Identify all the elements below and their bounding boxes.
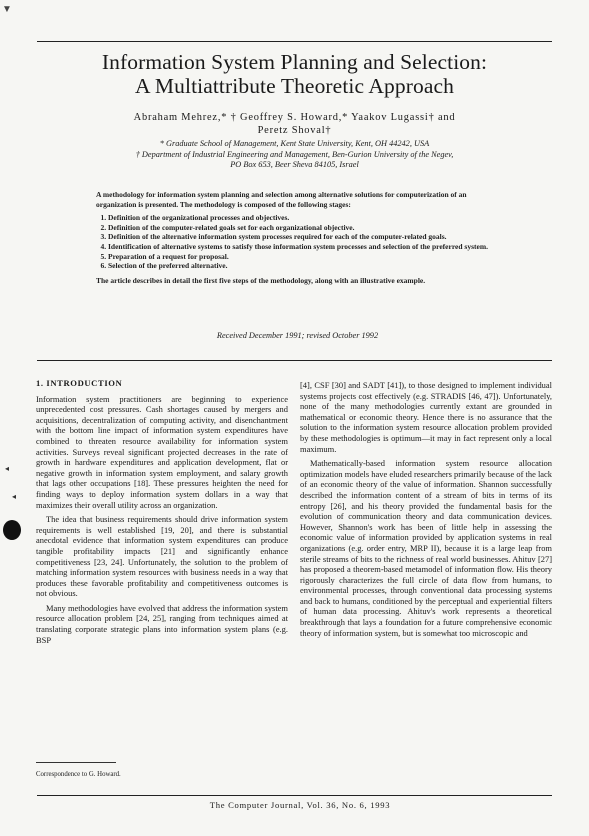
abstract <box>96 190 499 285</box>
abstract-stage-item: 1. Definition of the organizational processes and objectives. <box>108 213 499 223</box>
binder-hole-mark <box>3 520 21 540</box>
received-date: Received December 1991; revised October 1992 <box>216 331 379 340</box>
margin-tick-mark: ◂ <box>5 464 10 473</box>
body-paragraph: Mathematically-based information system resource allocation optimization models have eluded researchers primarily because of the lack of an economic theory of the value of information. Shannon successfully described the information content of a stream of bits in terms of its entropy [26], and his theory provided the fundamental basis for the evolution of communication theory and data communication devices. However, Shannon's work has been of little help in assessing the economic value of information provided by application systems in real organizations (e.g. order entry, MRP II), because it is a large leap from sterile streams of bits to the richness of real world businesses. Ahituv [27] has proposed a theorem-based metamodel of information flow. His theory rigorously characterizes the full circle of data flow from humans, to environmental processes, through conventional data processing systems and back to humans, conditioned by the perceptual and experiential filters of human data processing. Ahituv's work represents a theoretical breakthrough that lays a foundation for a future comprehensive economic theory of information system, but is somewhat too microscopic and <box>300 458 552 638</box>
footer-rule <box>37 795 552 796</box>
abstract-stage-item: 5. Preparation of a request for proposal. <box>108 252 499 262</box>
author-line2: Peretz Shoval† <box>257 125 332 136</box>
journal-footer: The Computer Journal, Vol. 36, No. 6, 1993 <box>209 800 391 810</box>
footnote: Correspondence to G. Howard. <box>36 771 121 778</box>
right-column <box>300 380 552 638</box>
abstract-closing: The article describes in detail the first five steps of the methodology, along with an illustrative example. <box>96 275 426 285</box>
abstract-stage-list <box>96 213 499 271</box>
body-paragraph: The idea that business requirements should drive information system requirements is well established [19, 20], and there is substantial anecdotal evidence that information system expenditures can produce tangible profitability impacts [21] and significantly enhance competitiveness [23, 24]. Unfortunately, the solution to the problem of matching information system resources with business needs in a way that produces these favorable profitability and competitiveness outcomes is not obvious. <box>36 514 288 599</box>
footnote-rule <box>36 762 116 763</box>
abstract-intro: A methodology for information system planning and selection among alternative solutions for computerization of an organization is presented. The methodology is composed of the following stages: <box>96 190 467 209</box>
abstract-stage-item: 4. Identification of alternative systems to satisfy those information system processes and selection of the preferred system. <box>108 242 499 252</box>
affiliation-3: PO Box 653, Beer Sheva 84105, Israel <box>230 160 359 169</box>
author-line1: Abraham Mehrez,* † Geoffrey S. Howard,* Yaakov Lugassi† and <box>133 112 456 123</box>
header-rule <box>37 41 552 42</box>
left-column <box>36 378 288 645</box>
body-paragraph: [4], CSF [30] and SADT [41]), to those designed to implement individual systems projects cost effectively (e.g. STRADIS [46, 47]). Unfortunately, none of the many methodologies currently extant are grounded in mathematical or economic theory. Hence there is no assurance that the solution to the information system resource allocation problem provided by these methodologies is optimum—it may in fact represent only a local maximum. <box>300 380 552 454</box>
body-paragraph: Many methodologies have evolved that address the information system resource allocation problem [24, 25], ranging from techniques aimed at translating corporate strategic plans into information system plans (e.g. BSP <box>36 602 288 645</box>
section-heading: 1. INTRODUCTION <box>36 378 123 388</box>
abstract-stage-item: 6. Selection of the preferred alternative. <box>108 261 499 271</box>
scan-mark: ▼ <box>2 4 12 15</box>
affiliation-2: † Department of Industrial Engineering and Management, Ben-Gurion University of the Negev, <box>135 150 454 159</box>
body-paragraph: Information system practitioners are beginning to experience unprecedented cost pressures. Cash shortages caused by mergers and acquisitions, decentralization of computing activity, and disenchantment with the bottom line impact of information system expenditures have combined to threaten resource availability for information system activities. Surveys reveal significant projected decreases in the rate of growth in hardware expenditures and application development, flat or negative growth in information system employment, and salary growth that lags other occupations [18]. These pressures heighten the need for finding ways to deploy information system dollars in a way that maximizes their overall utility across an organization. <box>36 393 288 510</box>
affiliation-1: * Graduate School of Management, Kent State University, Kent, OH 44242, USA <box>159 139 430 148</box>
margin-tick-mark: ◂ <box>12 492 17 501</box>
abstract-stage-item: 3. Definition of the alternative information system processes required for each of the computer-related goals. <box>108 232 499 242</box>
paper-title-line1: Information System Planning and Selection: <box>101 50 488 74</box>
section-rule <box>37 360 552 361</box>
paper-title-line2: A Multiattribute Theoretic Approach <box>135 74 454 98</box>
abstract-stage-item: 2. Definition of the computer-related goals set for each organizational objective. <box>108 223 499 233</box>
